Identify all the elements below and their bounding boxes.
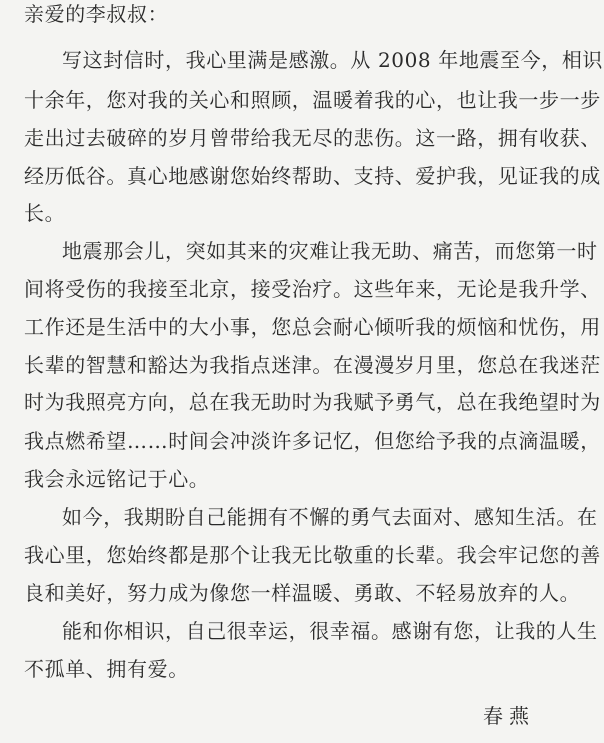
paragraph-2-line-2: 间将受伤的我接至北京，接受治疗。这些年来，无论是我升学、 (24, 277, 601, 301)
salutation: 亲爱的李叔叔： (24, 2, 169, 26)
paragraph-1-line-3: 走出过去破碎的岁月曾带给我无尽的悲伤。这一路，拥有收获、 (24, 126, 601, 150)
paragraph-3-line-1: 如今，我期盼自己能拥有不懈的勇气去面对、感知生活。在 (62, 505, 598, 529)
paragraph-2-line-5: 时为我照亮方向，总在我无助时为我赋予勇气，总在我绝望时为 (24, 390, 601, 414)
paragraph-2-line-7: 我会永远铭记于心。 (24, 467, 210, 491)
paragraph-4-line-1: 能和你相识，自己很幸运，很幸福。感谢有您，让我的人生 (62, 619, 598, 643)
signature: 春燕 (483, 704, 535, 728)
paragraph-2-line-3: 工作还是生活中的大小事，您总会耐心倾听我的烦恼和忧伤，用 (24, 315, 601, 339)
paragraph-1-line-4: 经历低谷。真心地感谢您始终帮助、支持、爱护我，见证我的成 (24, 164, 601, 188)
paragraph-2-line-1: 地震那会儿，突如其来的灾难让我无助、痛苦，而您第一时 (62, 239, 598, 263)
paragraph-3-line-2: 我心里，您始终都是那个让我无比敬重的长辈。我会牢记您的善 (24, 543, 601, 567)
paragraph-1-line-5: 长。 (24, 201, 66, 225)
paragraph-1-line-1: 写这封信时，我心里满是感激。从 2008 年地震至今，相识 (62, 48, 604, 72)
paragraph-2-line-4: 长辈的智慧和豁达为我指点迷津。在漫漫岁月里，您总在我迷茫 (24, 353, 601, 377)
paragraph-2-line-6: 我点燃希望……时间会冲淡许多记忆，但您给予我的点滴温暖， (24, 429, 601, 453)
paragraph-3-line-3: 良和美好，努力成为像您一样温暖、勇敢、不轻易放弃的人。 (24, 581, 581, 605)
paragraph-4-line-2: 不孤单、拥有爱。 (24, 657, 189, 681)
paragraph-1-line-2: 十余年，您对我的关心和照顾，温暖着我的心，也让我一步一步 (24, 88, 601, 112)
